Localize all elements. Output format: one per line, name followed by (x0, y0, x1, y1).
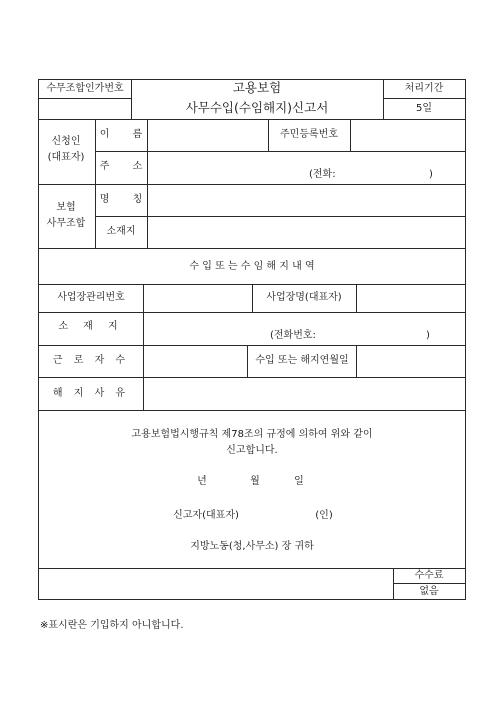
license-number-label: 수무조합인가번호 (46, 83, 124, 94)
declaration-bottom (38, 568, 466, 569)
fee-midline (393, 583, 466, 584)
workplace-row-bottom (38, 312, 466, 313)
fee-divider (393, 568, 394, 600)
header-left-midline (38, 98, 132, 99)
reason-row-bottom (38, 410, 466, 411)
effective-date-label: 수입 또는 해지연월일 (255, 355, 349, 366)
workers-count-label: 근 로 자 수 (52, 355, 130, 366)
workers-divider-left (247, 345, 248, 377)
workplace-phone-close: ) (426, 330, 430, 341)
resident-no-left-divider (268, 119, 269, 151)
header-divider-left (131, 79, 132, 119)
form-border-right (465, 79, 466, 600)
union-name-row-bottom (95, 216, 466, 217)
termination-reason-label: 해 지 사 유 (52, 388, 130, 399)
details-mid-divider-right (356, 284, 357, 312)
name-row-bottom (95, 151, 466, 152)
details-label-divider (143, 284, 144, 410)
header-divider-right (383, 79, 384, 119)
union-location-label: 소재지 (106, 226, 136, 237)
applicant-section-label: 신청인 (51, 136, 81, 147)
applicant-phone-close: ) (429, 169, 433, 180)
workers-divider-right (356, 345, 357, 377)
date-month-label: 월 (250, 476, 260, 487)
applicant-section-bottom (38, 184, 466, 185)
union-section-bottom (38, 248, 466, 249)
fee-value: 없음 (419, 586, 439, 597)
processing-period-label: 처리기간 (404, 83, 444, 94)
seal-mark: (인) (315, 510, 333, 521)
resident-no-right-divider (350, 119, 351, 151)
union-section-label-2: 사무조합 (46, 218, 86, 229)
workplace-name-label: 사업장명(대표자) (266, 292, 342, 303)
details-section-title: 수 입 또 는 수 임 해 지 내 역 (189, 261, 315, 272)
form-border-bottom (38, 599, 466, 600)
header-right-midline (383, 98, 466, 99)
header-bottom-line (38, 119, 466, 120)
union-section-label: 보험 (56, 202, 76, 213)
declaration-text-line1: 고용보험법시행규칙 제78조의 규정에 의하여 위와 같이 (131, 429, 373, 440)
applicant-phone-label: (전화: (309, 169, 336, 180)
date-day-label: 일 (294, 476, 304, 487)
form-title-line2: 사무수입(수임해지)신고서 (185, 100, 329, 115)
resident-number-label: 주민등록번호 (280, 129, 338, 140)
addressee-text: 지방노동(청,사무소) 장 귀하 (190, 541, 314, 552)
workplace-phone-label: (전화번호: (270, 330, 316, 341)
workplace-location-label: 소 재 지 (58, 321, 124, 332)
declaration-text-line2: 신고합니다. (226, 445, 278, 456)
date-year-label: 년 (197, 476, 207, 487)
applicant-name-label: 이 름 (99, 129, 153, 140)
declarant-label: 신고자(대표자) (173, 510, 239, 521)
applicant-section-label-rep: (대표자) (47, 152, 85, 163)
footnote-text: ※표시란은 기입하지 아니합니다. (40, 620, 184, 631)
details-mid-divider-left (252, 284, 253, 312)
form-border-left (38, 79, 39, 600)
workplace-mgmt-no-label: 사업장관리번호 (57, 292, 125, 303)
location-row-bottom (38, 345, 466, 346)
union-name-label: 명 칭 (99, 194, 153, 205)
fee-label: 수수료 (414, 570, 444, 581)
form-title-line1: 고용보험 (232, 80, 282, 95)
workers-row-bottom (38, 377, 466, 378)
applicant-address-label: 주 소 (99, 161, 153, 172)
processing-period-value: 5일 (415, 103, 433, 114)
